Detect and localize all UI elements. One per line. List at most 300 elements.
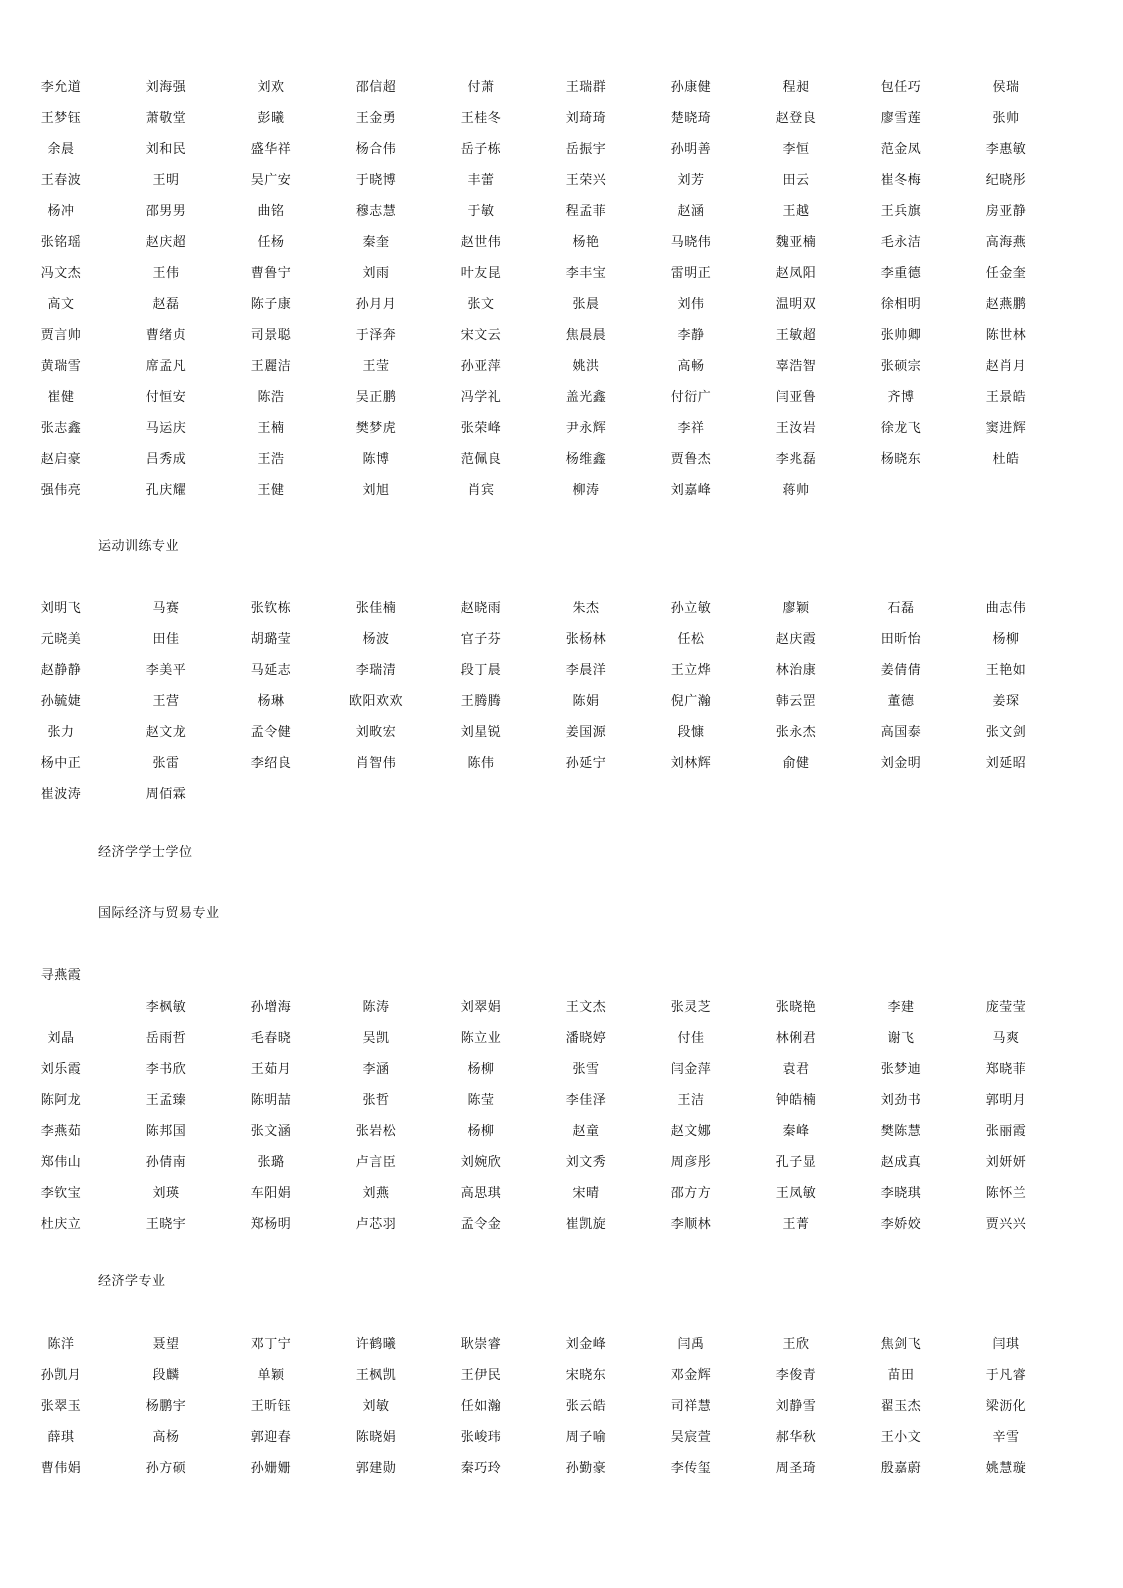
name-cell: 司祥慧 <box>670 1399 712 1414</box>
name-cell: 杨鹏宇 <box>145 1399 187 1414</box>
name-cell: 陈邦国 <box>145 1124 187 1139</box>
name-cell: 单颖 <box>257 1368 285 1383</box>
name-cell: 毛春晓 <box>250 1031 292 1046</box>
name-cell: 孙康健 <box>670 80 712 95</box>
name-cell: 张文剑 <box>985 725 1027 740</box>
name-cell: 车阳娟 <box>250 1186 292 1201</box>
name-cell: 张雪 <box>572 1062 600 1077</box>
name-cell: 周圣琦 <box>775 1461 817 1476</box>
name-cell: 于晓博 <box>355 173 397 188</box>
name-cell: 程孟菲 <box>565 204 607 219</box>
name-cell: 刘畋宏 <box>355 725 397 740</box>
name-cell: 崔凯旋 <box>565 1217 607 1232</box>
name-cell: 林治康 <box>775 663 817 678</box>
name-cell: 王荣兴 <box>565 173 607 188</box>
name-cell: 王麗洁 <box>250 359 292 374</box>
name-cell: 马爽 <box>992 1031 1020 1046</box>
name-cell: 张钦栋 <box>250 601 292 616</box>
name-cell: 崔波涛 <box>40 787 82 802</box>
name-cell: 秦峰 <box>782 1124 810 1139</box>
name-cell: 司景聪 <box>250 328 292 343</box>
name-cell: 姜琛 <box>992 694 1020 709</box>
name-cell: 李祥 <box>677 421 705 436</box>
name-cell: 曹鲁宁 <box>250 266 292 281</box>
name-cell: 杨中正 <box>40 756 82 771</box>
name-cell: 高畅 <box>677 359 705 374</box>
name-cell: 赵磊 <box>152 297 180 312</box>
name-cell: 刘文秀 <box>565 1155 607 1170</box>
name-cell: 余晨 <box>47 142 75 157</box>
name-cell: 刘和民 <box>145 142 187 157</box>
name-cell: 陈子康 <box>250 297 292 312</box>
name-cell: 李涵 <box>362 1062 390 1077</box>
name-cell: 张文 <box>467 297 495 312</box>
name-cell: 李传玺 <box>670 1461 712 1476</box>
name-cell: 魏亚楠 <box>775 235 817 250</box>
name-cell: 陈怀兰 <box>985 1186 1027 1201</box>
name-cell: 付佳 <box>677 1031 705 1046</box>
name-cell: 李燕茹 <box>40 1124 82 1139</box>
name-cell: 张文涵 <box>250 1124 292 1139</box>
name-cell: 毛永洁 <box>880 235 922 250</box>
name-cell: 刘明飞 <box>40 601 82 616</box>
name-cell: 陈晓娟 <box>355 1430 397 1445</box>
name-cell: 田佳 <box>152 632 180 647</box>
name-cell: 马延志 <box>250 663 292 678</box>
name-cell: 赵启豪 <box>40 452 82 467</box>
name-cell: 高思琪 <box>460 1186 502 1201</box>
name-cell: 陈明喆 <box>250 1093 292 1108</box>
name-cell: 王汝岩 <box>775 421 817 436</box>
name-cell: 陈阿龙 <box>40 1093 82 1108</box>
name-cell: 冯学礼 <box>460 390 502 405</box>
name-cell: 郭建勋 <box>355 1461 397 1476</box>
name-cell: 彭曦 <box>257 111 285 126</box>
name-cell: 王梦钰 <box>40 111 82 126</box>
name-cell: 刘伟 <box>677 297 705 312</box>
name-cell: 马赛 <box>152 601 180 616</box>
name-cell: 翟玉杰 <box>880 1399 922 1414</box>
name-cell: 苗田 <box>887 1368 915 1383</box>
name-cell: 王景皓 <box>985 390 1027 405</box>
name-cell: 孙月月 <box>355 297 397 312</box>
name-cell: 楚晓琦 <box>670 111 712 126</box>
name-cell: 陈娟 <box>572 694 600 709</box>
name-cell: 吴广安 <box>250 173 292 188</box>
name-cell: 闫金萍 <box>670 1062 712 1077</box>
name-cell: 陈博 <box>362 452 390 467</box>
name-cell: 王越 <box>782 204 810 219</box>
name-cell: 郑晓菲 <box>985 1062 1027 1077</box>
name-cell: 胡璐莹 <box>250 632 292 647</box>
name-cell: 肖智伟 <box>355 756 397 771</box>
name-cell: 李丰宝 <box>565 266 607 281</box>
name-cell: 李兆磊 <box>775 452 817 467</box>
name-cell: 雷明正 <box>670 266 712 281</box>
name-cell: 周彦彤 <box>670 1155 712 1170</box>
name-cell: 高文 <box>47 297 75 312</box>
name-cell: 马运庆 <box>145 421 187 436</box>
name-cell: 曹伟娟 <box>40 1461 82 1476</box>
name-cell: 闫亚鲁 <box>775 390 817 405</box>
name-cell: 孙立敏 <box>670 601 712 616</box>
name-cell: 元晓美 <box>40 632 82 647</box>
name-cell: 范佩良 <box>460 452 502 467</box>
name-cell: 刘劲书 <box>880 1093 922 1108</box>
section-heading-economics: 经济学专业 <box>98 1274 166 1289</box>
name-cell: 杨柳 <box>992 632 1020 647</box>
name-cell: 石磊 <box>887 601 915 616</box>
name-cell: 王枫凯 <box>355 1368 397 1383</box>
name-cell: 冯文杰 <box>40 266 82 281</box>
name-cell: 刘嘉峰 <box>670 483 712 498</box>
name-cell: 韩云罡 <box>775 694 817 709</box>
name-cell: 樊梦虎 <box>355 421 397 436</box>
name-cell: 王伊民 <box>460 1368 502 1383</box>
name-cell: 王健 <box>257 483 285 498</box>
name-cell: 侯瑞 <box>992 80 1020 95</box>
name-cell: 杨维鑫 <box>565 452 607 467</box>
name-cell: 赵登良 <box>775 111 817 126</box>
name-cell: 孟令金 <box>460 1217 502 1232</box>
name-cell: 杨柳 <box>467 1062 495 1077</box>
name-cell: 王艳如 <box>985 663 1027 678</box>
name-cell: 张梦迪 <box>880 1062 922 1077</box>
name-cell: 姚洪 <box>572 359 600 374</box>
name-cell: 窦进辉 <box>985 421 1027 436</box>
name-cell: 叶友昆 <box>460 266 502 281</box>
name-cell: 张帅 <box>992 111 1020 126</box>
name-cell: 樊陈慧 <box>880 1124 922 1139</box>
name-cell: 辜浩智 <box>775 359 817 374</box>
name-cell: 刘林辉 <box>670 756 712 771</box>
name-cell: 陈莹 <box>467 1093 495 1108</box>
name-cell: 孙增海 <box>250 1000 292 1015</box>
name-cell: 林俐君 <box>775 1031 817 1046</box>
name-cell: 王洁 <box>677 1093 705 1108</box>
name-cell: 曲铭 <box>257 204 285 219</box>
name-cell: 李惠敏 <box>985 142 1027 157</box>
name-cell: 岳雨哲 <box>145 1031 187 1046</box>
name-cell: 李建 <box>887 1000 915 1015</box>
name-cell: 郭迎春 <box>250 1430 292 1445</box>
name-cell: 张翠玉 <box>40 1399 82 1414</box>
name-cell: 段丁晨 <box>460 663 502 678</box>
name-cell: 薛琪 <box>47 1430 75 1445</box>
name-cell: 朱杰 <box>572 601 600 616</box>
name-cell: 丰蕾 <box>467 173 495 188</box>
name-cell: 殷嘉蔚 <box>880 1461 922 1476</box>
name-cell: 盛华祥 <box>250 142 292 157</box>
name-cell: 刘海强 <box>145 80 187 95</box>
name-cell: 邵方方 <box>670 1186 712 1201</box>
name-cell: 马晓伟 <box>670 235 712 250</box>
name-cell: 孙勤豪 <box>565 1461 607 1476</box>
name-cell: 强伟亮 <box>40 483 82 498</box>
name-cell: 钟皓楠 <box>775 1093 817 1108</box>
name-cell: 孔庆耀 <box>145 483 187 498</box>
name-cell: 闫琪 <box>992 1337 1020 1352</box>
name-cell: 张峻玮 <box>460 1430 502 1445</box>
name-cell: 穆志慧 <box>355 204 397 219</box>
name-cell: 田昕怡 <box>880 632 922 647</box>
name-cell: 陈涛 <box>362 1000 390 1015</box>
name-cell: 王营 <box>152 694 180 709</box>
name-cell: 宋文云 <box>460 328 502 343</box>
name-cell: 李恒 <box>782 142 810 157</box>
name-cell: 吴凯 <box>362 1031 390 1046</box>
name-cell: 姜国源 <box>565 725 607 740</box>
name-cell: 崔冬梅 <box>880 173 922 188</box>
name-cell: 董德 <box>887 694 915 709</box>
name-cell: 孙方硕 <box>145 1461 187 1476</box>
name-cell: 李美平 <box>145 663 187 678</box>
name-cell: 席孟凡 <box>145 359 187 374</box>
name-cell: 邵男男 <box>145 204 187 219</box>
section-heading-international-trade: 国际经济与贸易专业 <box>98 906 220 921</box>
name-cell: 段麟 <box>152 1368 180 1383</box>
name-cell: 李枫敏 <box>145 1000 187 1015</box>
name-cell: 陈洋 <box>47 1337 75 1352</box>
name-cell: 包任巧 <box>880 80 922 95</box>
name-cell: 张璐 <box>257 1155 285 1170</box>
name-cell: 刘金峰 <box>565 1337 607 1352</box>
name-cell: 崔健 <box>47 390 75 405</box>
name-cell: 张志鑫 <box>40 421 82 436</box>
name-cell: 赵庆霞 <box>775 632 817 647</box>
name-cell: 任如瀚 <box>460 1399 502 1414</box>
name-cell: 刘敏 <box>362 1399 390 1414</box>
name-cell: 任杨 <box>257 235 285 250</box>
name-cell: 李佳泽 <box>565 1093 607 1108</box>
name-cell: 齐博 <box>887 390 915 405</box>
name-cell: 秦奎 <box>362 235 390 250</box>
name-cell: 焦剑飞 <box>880 1337 922 1352</box>
name-cell: 俞健 <box>782 756 810 771</box>
name-cell: 范金凤 <box>880 142 922 157</box>
name-cell: 赵成真 <box>880 1155 922 1170</box>
name-cell: 辛雪 <box>992 1430 1020 1445</box>
name-cell: 陈立业 <box>460 1031 502 1046</box>
name-cell: 高国泰 <box>880 725 922 740</box>
name-cell: 于敏 <box>467 204 495 219</box>
name-cell: 杨艳 <box>572 235 600 250</box>
name-cell: 杨晓东 <box>880 452 922 467</box>
name-cell: 廖雪莲 <box>880 111 922 126</box>
name-cell: 赵庆超 <box>145 235 187 250</box>
name-cell: 徐龙飞 <box>880 421 922 436</box>
name-cell: 赵涵 <box>677 204 705 219</box>
name-cell: 姜倩倩 <box>880 663 922 678</box>
section-heading-economics-degree: 经济学学士学位 <box>98 845 193 860</box>
name-cell: 孙姗姗 <box>250 1461 292 1476</box>
name-cell: 刘芳 <box>677 173 705 188</box>
name-cell: 孟令健 <box>250 725 292 740</box>
name-cell: 贾兴兴 <box>985 1217 1027 1232</box>
name-cell: 刘婉欣 <box>460 1155 502 1170</box>
name-cell: 孙毓婕 <box>40 694 82 709</box>
name-cell: 李顺林 <box>670 1217 712 1232</box>
name-cell: 张永杰 <box>775 725 817 740</box>
name-cell: 赵凤阳 <box>775 266 817 281</box>
name-cell: 刘琦琦 <box>565 111 607 126</box>
name-cell: 任松 <box>677 632 705 647</box>
name-cell: 贾鲁杰 <box>670 452 712 467</box>
name-cell: 杨波 <box>362 632 390 647</box>
name-cell: 付恒安 <box>145 390 187 405</box>
name-cell: 李重德 <box>880 266 922 281</box>
name-cell: 陈伟 <box>467 756 495 771</box>
name-cell: 赵静静 <box>40 663 82 678</box>
name-cell: 官子芬 <box>460 632 502 647</box>
name-cell: 于凡睿 <box>985 1368 1027 1383</box>
name-cell: 王凤敏 <box>775 1186 817 1201</box>
name-cell: 王楠 <box>257 421 285 436</box>
name-cell: 温明双 <box>775 297 817 312</box>
name-cell: 王兵旗 <box>880 204 922 219</box>
name-cell: 张云皓 <box>565 1399 607 1414</box>
name-cell: 蒋帅 <box>782 483 810 498</box>
name-cell: 徐相明 <box>880 297 922 312</box>
name-cell: 杨冲 <box>47 204 75 219</box>
name-cell: 李瑞清 <box>355 663 397 678</box>
name-cell: 王昕钰 <box>250 1399 292 1414</box>
name-cell: 高杨 <box>152 1430 180 1445</box>
name-cell: 曹绪贞 <box>145 328 187 343</box>
name-cell: 吕秀成 <box>145 452 187 467</box>
name-cell: 王明 <box>152 173 180 188</box>
name-cell: 房亚静 <box>985 204 1027 219</box>
name-cell: 宋晓东 <box>565 1368 607 1383</box>
name-cell: 付萧 <box>467 80 495 95</box>
name-cell: 黄瑞雪 <box>40 359 82 374</box>
name-cell: 王欣 <box>782 1337 810 1352</box>
name-cell: 李晨洋 <box>565 663 607 678</box>
name-cell: 郑伟山 <box>40 1155 82 1170</box>
name-cell: 吴宸萱 <box>670 1430 712 1445</box>
name-cell: 张佳楠 <box>355 601 397 616</box>
section-heading-sports-training: 运动训练专业 <box>98 539 180 554</box>
name-cell: 刘雨 <box>362 266 390 281</box>
name-cell: 孙凯月 <box>40 1368 82 1383</box>
name-cell: 岳振宇 <box>565 142 607 157</box>
name-cell: 杨柳 <box>467 1124 495 1139</box>
name-cell: 潘晓婷 <box>565 1031 607 1046</box>
name-cell: 张帅卿 <box>880 328 922 343</box>
name-cell: 刘旭 <box>362 483 390 498</box>
name-cell: 孙亚萍 <box>460 359 502 374</box>
name-cell: 张哲 <box>362 1093 390 1108</box>
name-cell: 陈浩 <box>257 390 285 405</box>
name-cell: 张硕宗 <box>880 359 922 374</box>
name-cell: 王孟臻 <box>145 1093 187 1108</box>
name-cell: 姚慧璇 <box>985 1461 1027 1476</box>
name-cell: 岳子栋 <box>460 142 502 157</box>
name-cell: 卢言臣 <box>355 1155 397 1170</box>
name-cell: 张晨 <box>572 297 600 312</box>
name-cell: 陈世林 <box>985 328 1027 343</box>
name-cell: 尹永辉 <box>565 421 607 436</box>
name-cell: 许鹤曦 <box>355 1337 397 1352</box>
name-cell: 王桂冬 <box>460 111 502 126</box>
name-cell: 袁君 <box>782 1062 810 1077</box>
name-cell: 赵燕鹏 <box>985 297 1027 312</box>
name-cell: 李允道 <box>40 80 82 95</box>
name-cell: 张灵芝 <box>670 1000 712 1015</box>
name-cell: 孙延宁 <box>565 756 607 771</box>
name-cell: 倪广瀚 <box>670 694 712 709</box>
name-cell: 赵肖月 <box>985 359 1027 374</box>
name-cell: 赵童 <box>572 1124 600 1139</box>
name-cell: 王腾腾 <box>460 694 502 709</box>
name-cell: 于泽奔 <box>355 328 397 343</box>
name-cell: 王瑞群 <box>565 80 607 95</box>
name-cell: 吴正鹏 <box>355 390 397 405</box>
name-cell: 任金奎 <box>985 266 1027 281</box>
name-cell: 邵信超 <box>355 80 397 95</box>
name-cell: 刘金明 <box>880 756 922 771</box>
name-cell: 庞莹莹 <box>985 1000 1027 1015</box>
name-cell: 李静 <box>677 328 705 343</box>
name-cell: 王伟 <box>152 266 180 281</box>
name-cell: 刘星锐 <box>460 725 502 740</box>
name-cell: 李钦宝 <box>40 1186 82 1201</box>
name-cell: 萧敬堂 <box>145 111 187 126</box>
name-cell: 王茹月 <box>250 1062 292 1077</box>
name-cell: 程昶 <box>782 80 810 95</box>
name-cell: 曲志伟 <box>985 601 1027 616</box>
name-cell: 王文杰 <box>565 1000 607 1015</box>
name-cell: 欧阳欢欢 <box>348 694 403 709</box>
name-cell: 赵世伟 <box>460 235 502 250</box>
name-cell: 赵晓雨 <box>460 601 502 616</box>
list-item: 寻燕霞 <box>40 968 82 983</box>
name-cell: 王小文 <box>880 1430 922 1445</box>
name-cell: 杨琳 <box>257 694 285 709</box>
name-cell: 王菁 <box>782 1217 810 1232</box>
name-cell: 李娇姣 <box>880 1217 922 1232</box>
name-cell: 王敏超 <box>775 328 817 343</box>
name-cell: 李俊青 <box>775 1368 817 1383</box>
name-cell: 卢芯羽 <box>355 1217 397 1232</box>
name-cell: 杜皓 <box>992 452 1020 467</box>
name-cell: 田云 <box>782 173 810 188</box>
name-cell: 张杨林 <box>565 632 607 647</box>
name-cell: 李晓琪 <box>880 1186 922 1201</box>
name-cell: 焦晨晨 <box>565 328 607 343</box>
name-cell: 张丽霞 <box>985 1124 1027 1139</box>
name-cell: 杜庆立 <box>40 1217 82 1232</box>
name-cell: 邓金辉 <box>670 1368 712 1383</box>
name-cell: 张力 <box>47 725 75 740</box>
name-cell: 张荣峰 <box>460 421 502 436</box>
name-cell: 宋晴 <box>572 1186 600 1201</box>
name-cell: 肖宾 <box>467 483 495 498</box>
name-cell: 王浩 <box>257 452 285 467</box>
name-cell: 高海燕 <box>985 235 1027 250</box>
name-cell: 刘静雪 <box>775 1399 817 1414</box>
name-cell: 赵文龙 <box>145 725 187 740</box>
name-cell: 柳涛 <box>572 483 600 498</box>
name-cell: 邓丁宁 <box>250 1337 292 1352</box>
name-cell: 刘晶 <box>47 1031 75 1046</box>
name-cell: 梁沥化 <box>985 1399 1027 1414</box>
name-cell: 张雷 <box>152 756 180 771</box>
name-cell: 聂望 <box>152 1337 180 1352</box>
name-cell: 张晓艳 <box>775 1000 817 1015</box>
name-cell: 周子喻 <box>565 1430 607 1445</box>
name-cell: 刘妍妍 <box>985 1155 1027 1170</box>
